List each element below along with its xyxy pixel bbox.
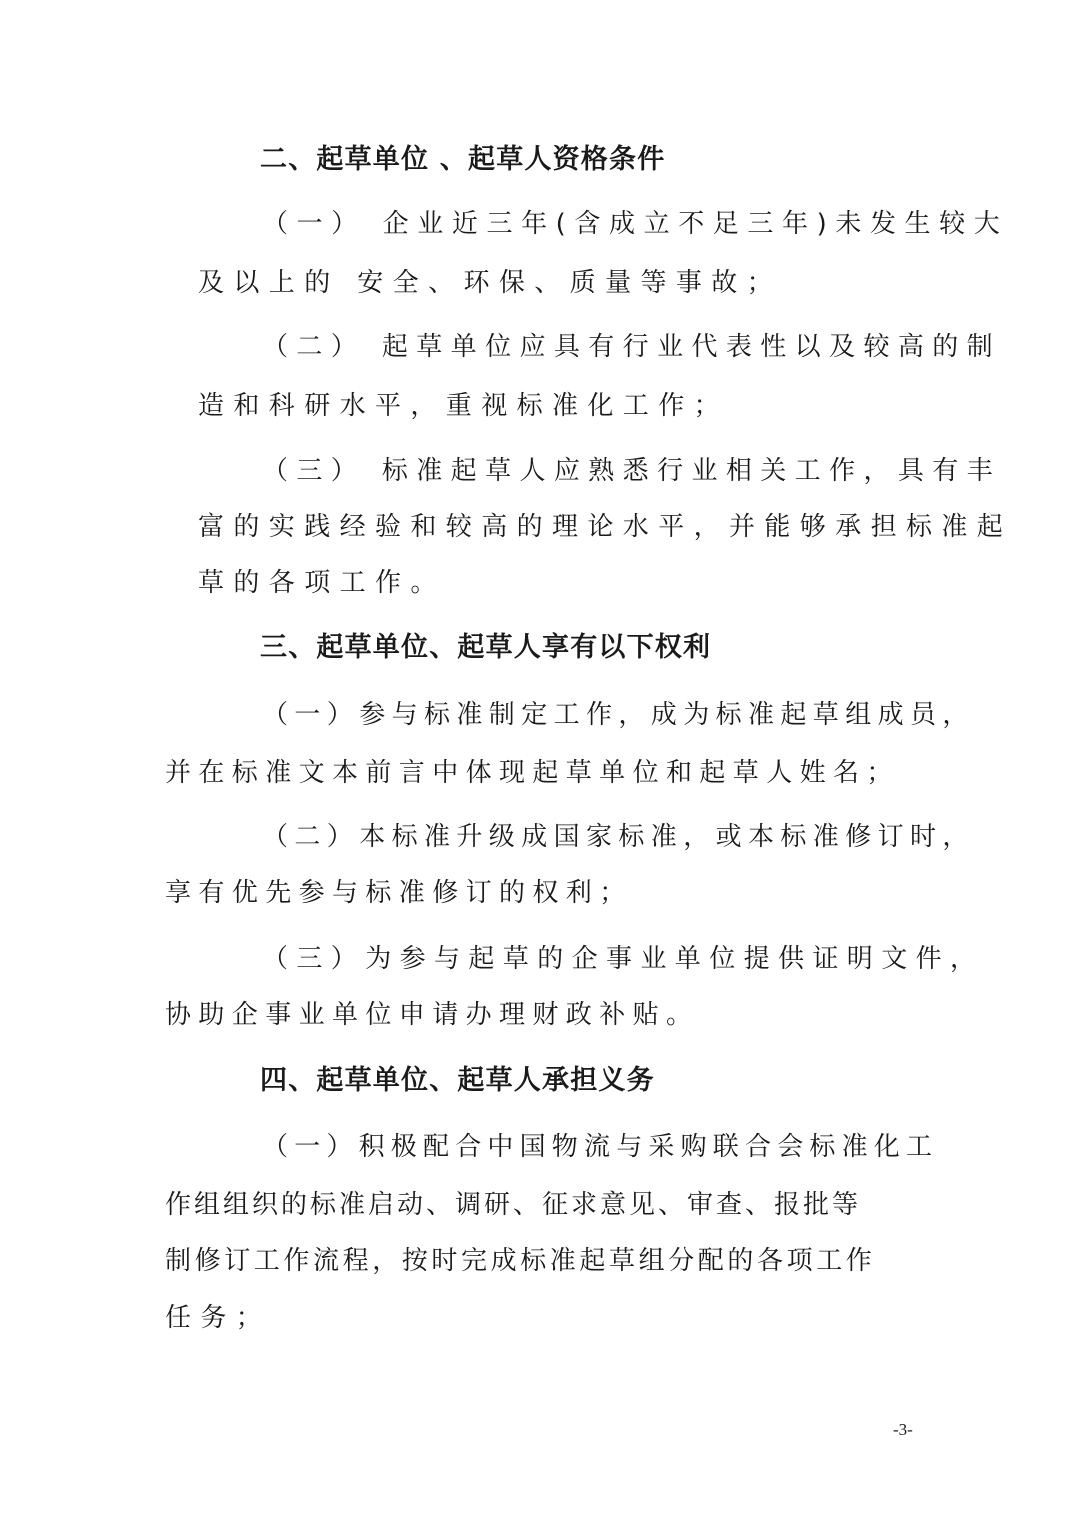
section-heading-2: 二、起草单位 、起草人资格条件 [260, 144, 666, 175]
paragraph-line: （一） 企业近三年(含成立不足三年)未发生较大 [262, 209, 1009, 239]
paragraph-line: 制修订工作流程，按时完成标准起草组分配的各项工作 [165, 1246, 876, 1276]
paragraph-line: 享有优先参与标准修订的权利； [165, 878, 633, 908]
section-heading-4: 四、起草单位、起草人承担义务 [260, 1065, 655, 1096]
paragraph-line: 造和科研水平，重视标准化工作； [198, 391, 730, 421]
page-number: -3- [893, 1420, 913, 1439]
paragraph-line: 协助企事业单位申请办理财政补贴。 [165, 1000, 700, 1030]
paragraph-line: （三） 标准起草人应熟悉行业相关工作，具有丰 [262, 456, 1002, 486]
paragraph-line: 草的各项工作。 [198, 568, 446, 598]
paragraph-line: 任务； [165, 1303, 272, 1333]
paragraph-line: （二） 起草单位应具有行业代表性以及较高的制 [262, 332, 1002, 362]
paragraph-line: 富的实践经验和较高的理论水平，并能够承担标准起 [198, 512, 1013, 542]
paragraph-line: （三）为参与起草的企事业单位提供证明文件， [262, 944, 985, 974]
paragraph-line: （二）本标准升级成国家标准，或本标准修订时， [262, 822, 975, 852]
section-heading-3: 三、起草单位、起草人享有以下权利 [260, 632, 712, 663]
paragraph-line: （一）积极配合中国物流与采购联合会标准化工 [262, 1132, 939, 1162]
paragraph-line: 并在标准文本前言中体现起草单位和起草人姓名； [165, 758, 900, 788]
paragraph-line: 作组组织的标准启动、调研、征求意见、审查、报批等 [165, 1190, 862, 1220]
paragraph-line: 及以上的 安全、环保、质量等事故； [198, 268, 783, 298]
paragraph-line: （一）参与标准制定工作，成为标准起草组成员， [262, 700, 975, 730]
